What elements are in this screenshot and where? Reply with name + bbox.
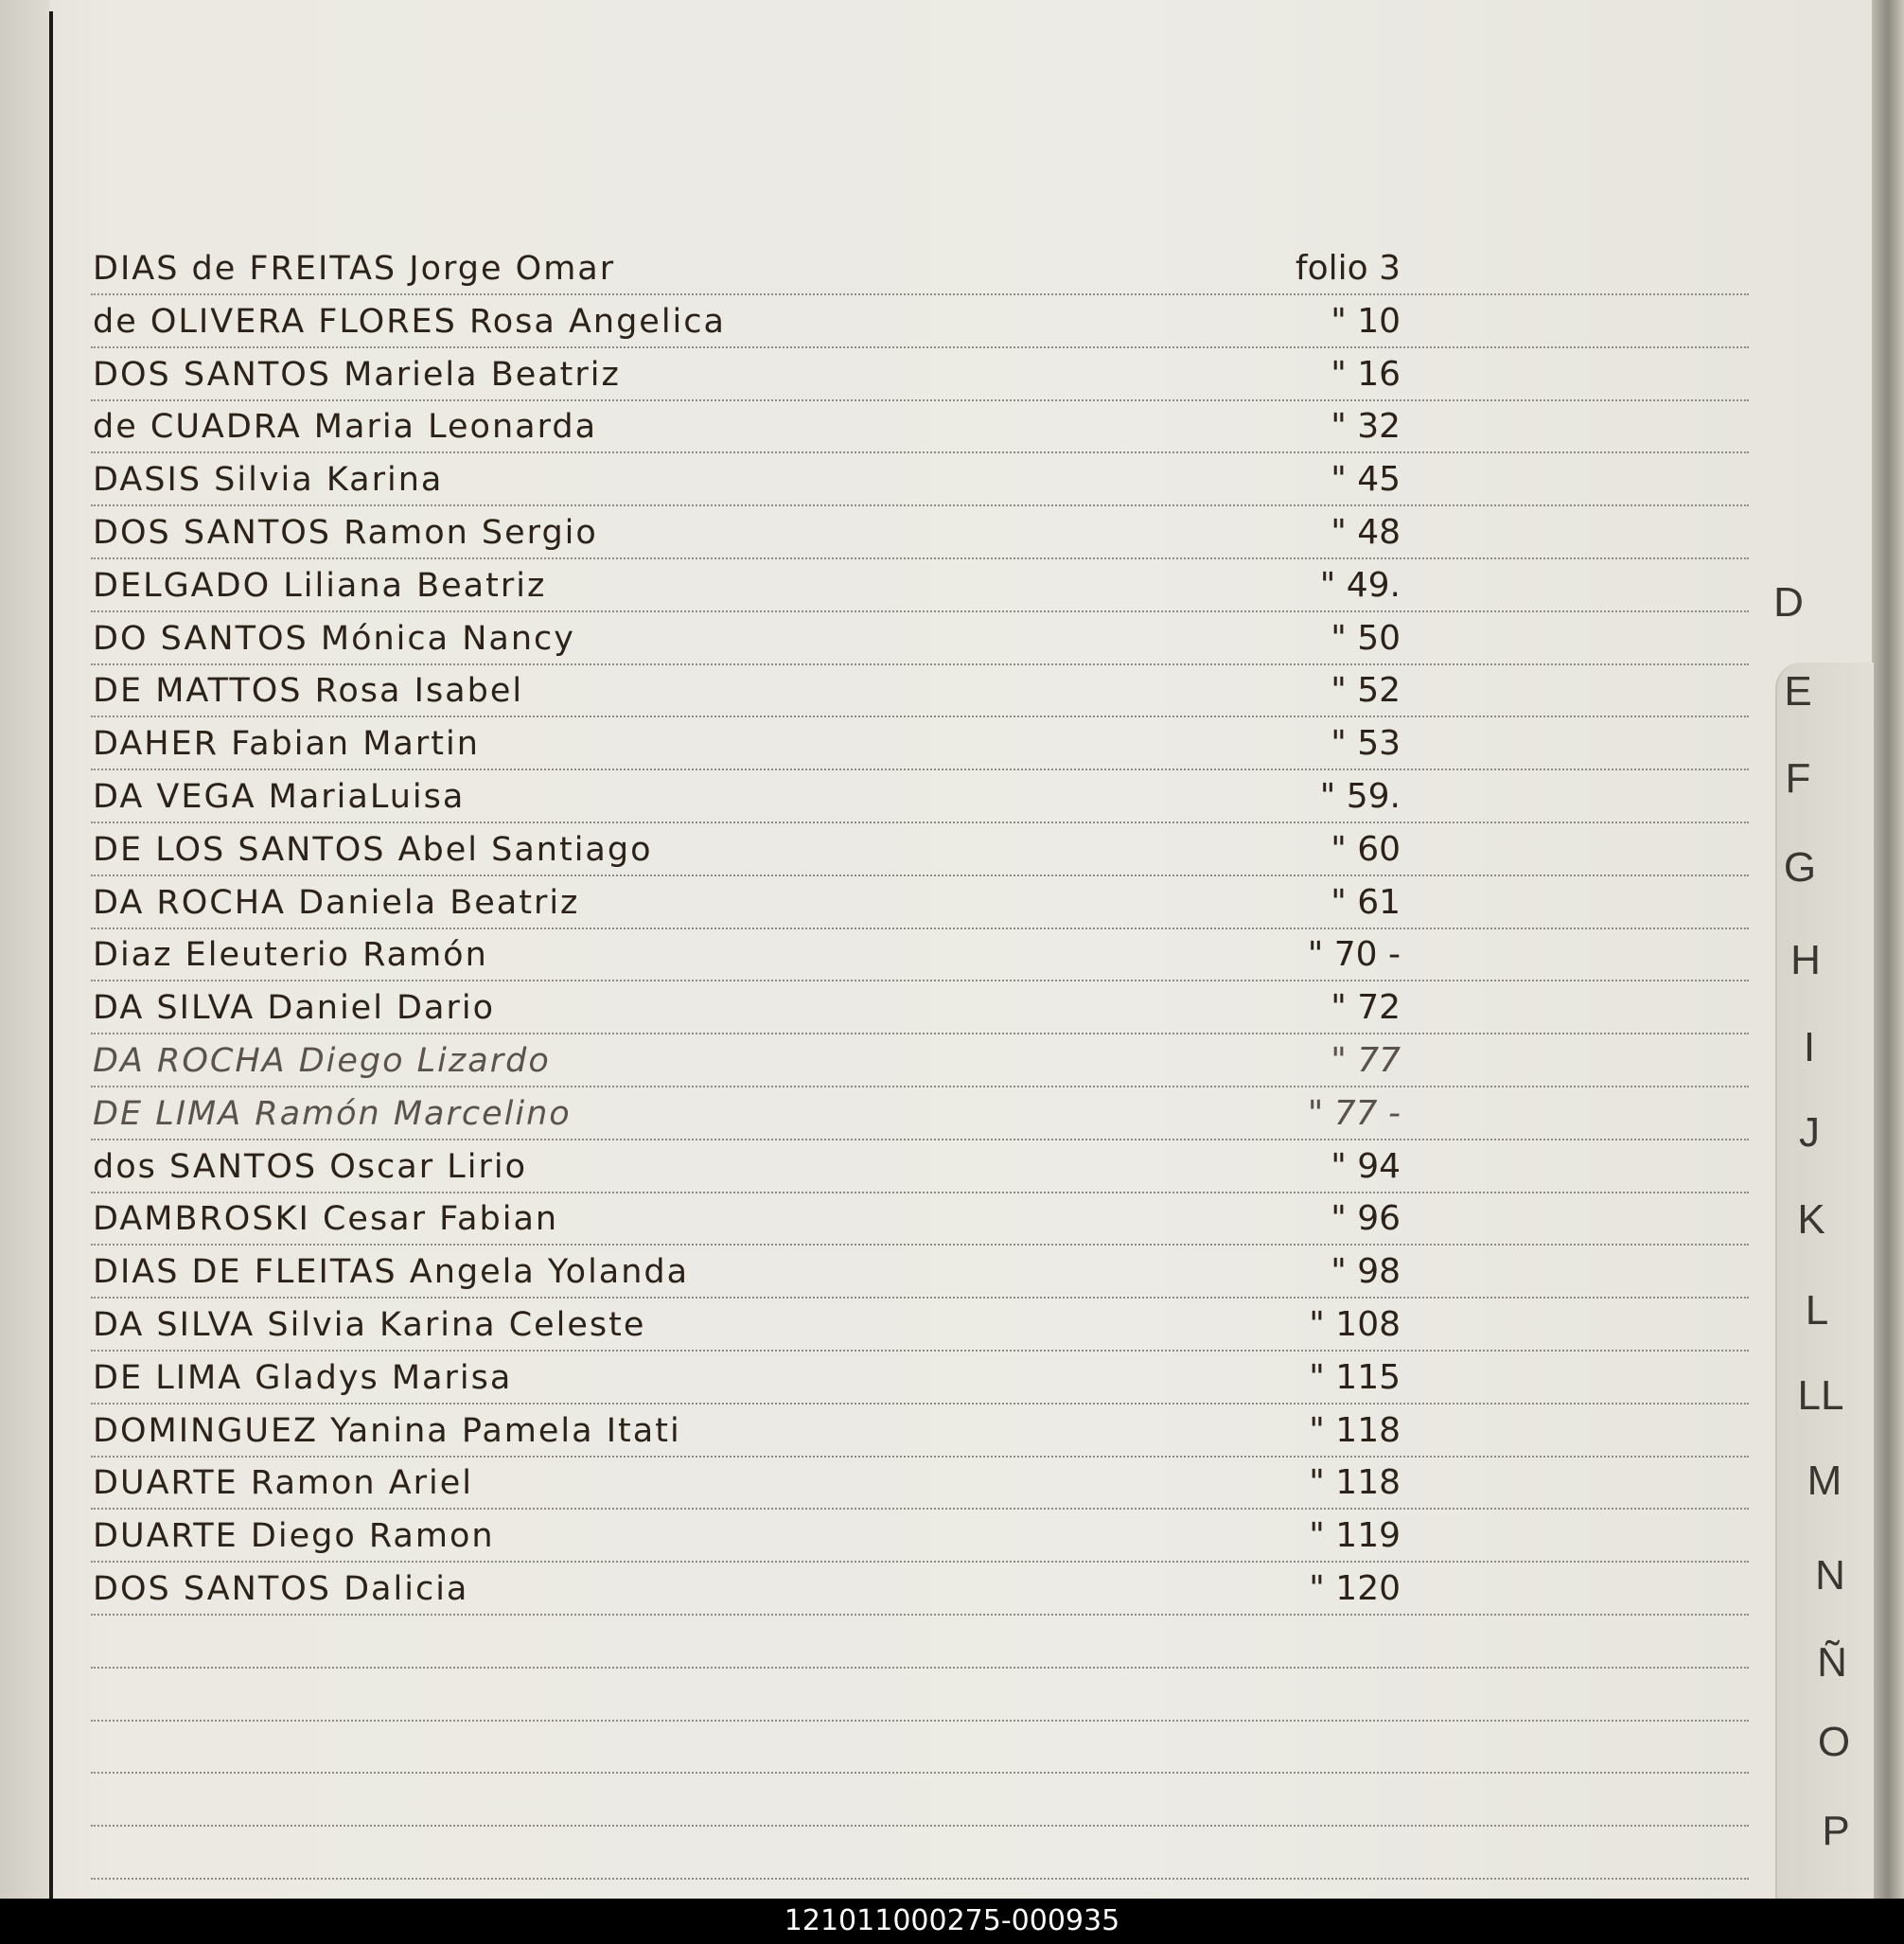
ruled-line xyxy=(91,1667,1749,1669)
entry-name: DA VEGA MariaLuisa xyxy=(93,778,466,816)
entry-folio: folio 3 xyxy=(1295,249,1401,288)
entry-folio: " 98 xyxy=(1331,1252,1401,1291)
ruled-line xyxy=(91,1614,1749,1616)
entry-folio: " 45 xyxy=(1331,460,1401,499)
ruled-line xyxy=(91,346,1749,348)
entry-folio: " 53 xyxy=(1331,724,1401,763)
ruled-line xyxy=(91,1720,1749,1722)
entry-folio: " 94 xyxy=(1331,1147,1401,1186)
ruled-line xyxy=(91,1825,1749,1827)
index-tab[interactable]: L xyxy=(1805,1287,1829,1334)
ruled-line xyxy=(91,769,1749,770)
footer-bar xyxy=(0,1899,1904,1944)
entry-folio: " 77 xyxy=(1331,1041,1401,1080)
index-tab[interactable]: J xyxy=(1799,1109,1820,1156)
ruled-line xyxy=(91,1456,1749,1458)
entry-name: DIAS de FREITAS Jorge Omar xyxy=(93,250,616,288)
index-tab[interactable]: M xyxy=(1807,1458,1842,1504)
entry-folio: " 59. xyxy=(1319,777,1401,816)
entry-name: DA SILVA Silvia Karina Celeste xyxy=(93,1306,646,1344)
entry-folio: " 60 xyxy=(1331,830,1401,869)
index-tab[interactable]: P xyxy=(1822,1808,1850,1854)
entry-name: de CUADRA Maria Leonarda xyxy=(93,408,598,446)
entry-folio: " 77 - xyxy=(1307,1094,1401,1133)
binding-shadow xyxy=(0,0,49,1899)
entry-folio: " 52 xyxy=(1331,671,1401,710)
entry-name: Diaz Eleuterio Ramón xyxy=(93,936,488,974)
entry-folio: " 70 - xyxy=(1307,935,1401,974)
entry-name: DA ROCHA Daniela Beatriz xyxy=(93,884,580,922)
entry-name: DIAS DE FLEITAS Angela Yolanda xyxy=(93,1253,690,1291)
ruled-line xyxy=(91,980,1749,981)
margin-line xyxy=(49,11,53,1899)
ruled-line xyxy=(91,451,1749,453)
entry-name: DOS SANTOS Dalicia xyxy=(93,1570,469,1608)
index-tab[interactable]: N xyxy=(1815,1552,1845,1599)
entry-folio: " 96 xyxy=(1331,1199,1401,1238)
entry-name: DUARTE Ramon Ariel xyxy=(93,1464,474,1502)
ruled-line xyxy=(91,293,1749,295)
ruled-line xyxy=(91,1086,1749,1087)
entry-folio: " 10 xyxy=(1331,302,1401,341)
ruled-line xyxy=(91,1878,1749,1880)
entry-name: DOS SANTOS Ramon Sergio xyxy=(93,514,598,552)
document-id: 121011000275-000935 xyxy=(784,1904,1120,1937)
index-tab[interactable]: LL xyxy=(1797,1372,1844,1419)
ruled-line xyxy=(91,1403,1749,1405)
ruled-line xyxy=(91,928,1749,929)
index-tab[interactable]: F xyxy=(1785,755,1811,802)
entry-name: DO SANTOS Mónica Nancy xyxy=(93,620,575,658)
entry-name: DELGADO Liliana Beatriz xyxy=(93,567,547,605)
ruled-line xyxy=(91,1508,1749,1510)
index-tab[interactable]: H xyxy=(1790,937,1821,983)
entry-name: DE LIMA Ramón Marcelino xyxy=(93,1095,572,1133)
ruled-line xyxy=(91,610,1749,612)
index-tab[interactable]: Ñ xyxy=(1817,1639,1847,1686)
entry-name: dos SANTOS Oscar Lirio xyxy=(93,1148,527,1186)
ruled-line xyxy=(91,1033,1749,1034)
entry-name: DUARTE Diego Ramon xyxy=(93,1517,495,1555)
ruled-line xyxy=(91,716,1749,717)
entry-folio: " 115 xyxy=(1309,1358,1401,1397)
index-tab[interactable]: E xyxy=(1784,668,1812,715)
entry-folio: " 61 xyxy=(1331,883,1401,922)
entry-name: DA ROCHA Diego Lizardo xyxy=(93,1042,551,1080)
entry-folio: " 50 xyxy=(1331,619,1401,658)
index-tab[interactable]: I xyxy=(1803,1024,1816,1070)
entry-name: DASIS Silvia Karina xyxy=(93,461,444,499)
entry-folio: " 120 xyxy=(1309,1569,1401,1608)
entry-name: DE LIMA Gladys Marisa xyxy=(93,1359,513,1397)
entry-folio: " 16 xyxy=(1331,355,1401,394)
ruled-line xyxy=(91,1244,1749,1246)
entry-name: DOMINGUEZ Yanina Pamela Itati xyxy=(93,1412,681,1450)
ruled-line xyxy=(91,663,1749,665)
ruled-line xyxy=(91,1139,1749,1140)
ruled-line xyxy=(91,1192,1749,1193)
ruled-line xyxy=(91,875,1749,876)
entry-folio: " 48 xyxy=(1331,513,1401,552)
ruled-line xyxy=(91,557,1749,559)
ruled-line xyxy=(91,504,1749,506)
index-tab[interactable]: O xyxy=(1817,1719,1851,1765)
ruled-line xyxy=(91,1561,1749,1563)
entry-folio: " 72 xyxy=(1331,988,1401,1027)
entry-folio: " 118 xyxy=(1309,1463,1401,1502)
entry-name: DE LOS SANTOS Abel Santiago xyxy=(93,831,653,869)
entry-name: DA SILVA Daniel Dario xyxy=(93,989,495,1027)
ruled-line xyxy=(91,1297,1749,1299)
entry-name: DOS SANTOS Mariela Beatriz xyxy=(93,356,621,394)
index-tab[interactable]: D xyxy=(1773,579,1804,626)
entry-folio: " 108 xyxy=(1309,1305,1401,1344)
ruled-line xyxy=(91,399,1749,401)
index-tab[interactable]: G xyxy=(1783,844,1817,891)
ruled-line xyxy=(91,1350,1749,1352)
entry-folio: " 118 xyxy=(1309,1411,1401,1450)
ruled-line xyxy=(91,1772,1749,1774)
entry-name: DAHER Fabian Martin xyxy=(93,725,480,763)
entry-folio: " 119 xyxy=(1309,1516,1401,1555)
entry-folio: " 49. xyxy=(1319,566,1401,605)
page-edge xyxy=(1872,0,1904,1899)
entry-name: de OLIVERA FLORES Rosa Angelica xyxy=(93,303,726,341)
entry-folio: " 32 xyxy=(1331,407,1401,446)
index-tab[interactable]: K xyxy=(1797,1196,1825,1243)
ruled-line xyxy=(91,822,1749,823)
entry-name: DAMBROSKI Cesar Fabian xyxy=(93,1200,559,1238)
entry-name: DE MATTOS Rosa Isabel xyxy=(93,672,524,710)
